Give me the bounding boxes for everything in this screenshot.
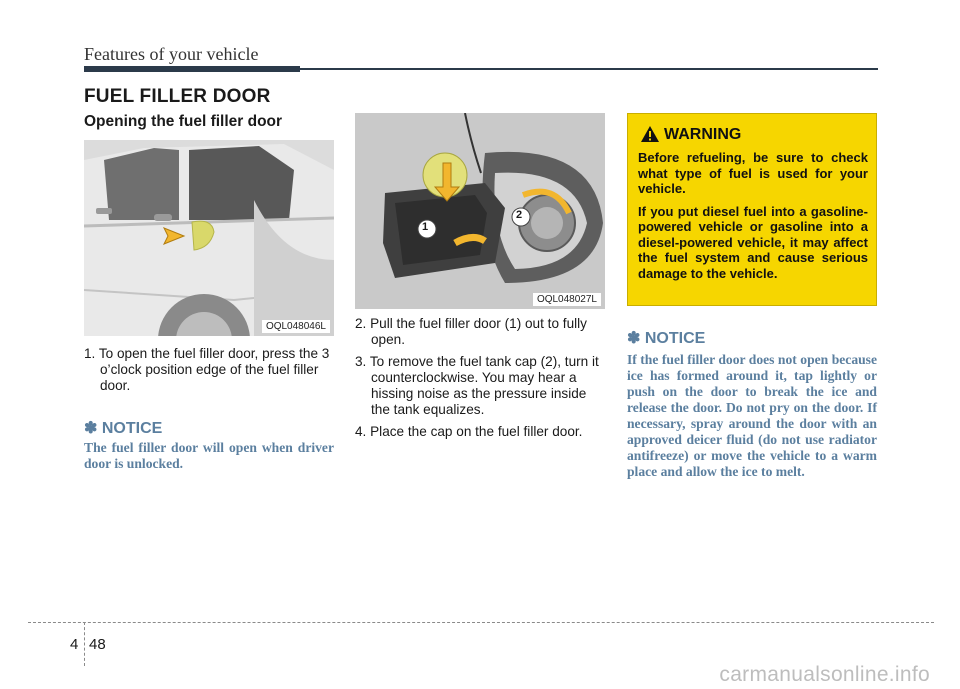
callout-1: 1	[422, 221, 429, 233]
warning-text	[638, 150, 868, 288]
watermark: carmanualsonline.info	[719, 663, 930, 686]
step-item: 4. Place the cap on the fuel filler door.	[355, 424, 583, 439]
middle-steps	[355, 316, 605, 446]
car-side-photo	[84, 140, 334, 336]
warning-paragraph: If you put diesel fuel into a gasoline-powered vehicle or gasoline into a diesel-powered vehicle, it may affect the fuel system and cause serious damage to the vehicle.	[638, 203, 868, 281]
notice-text-right: If the fuel filler door does not open because ice has formed around it, tap lightly or push on the door to break the ice and release the door. Do not pry on the door. If necessary, spray around the door with an approved deicer fluid (do not use radiator antifreeze) or move the vehicle to a warm place and allow the ice to melt.	[627, 352, 877, 479]
notice-symbol: ✽	[627, 330, 641, 347]
left-steps	[84, 346, 334, 400]
notice-title: NOTICE	[644, 330, 706, 347]
notice-text-left: The fuel filler door will open when driver door is unlocked.	[84, 440, 334, 471]
notice-title: NOTICE	[101, 420, 163, 437]
header-rule-thin	[300, 68, 878, 70]
notice-heading-right	[627, 328, 705, 348]
page-header-title: Features of your vehicle	[84, 44, 259, 64]
warning-triangle-icon	[640, 125, 660, 143]
warning-title: WARNING	[664, 126, 742, 143]
step-item: 3. To remove the fuel tank cap (2), turn it counterclockwise. You may hear a hissing noise as the pressure inside the tank equalizes.	[355, 354, 599, 417]
warning-box	[627, 113, 877, 306]
footer-rule	[28, 622, 934, 623]
step-item: 2. Pull the fuel filler door (1) out to fully open.	[355, 316, 587, 347]
section-number: 4	[70, 636, 79, 653]
page-number: 48	[89, 636, 106, 653]
warning-paragraph: Before refueling, be sure to check what type of fuel is used for your vehicle.	[638, 150, 868, 196]
photo-code-label: OQL048027L	[533, 293, 601, 306]
step-item: 1. To open the fuel filler door, press the 3 o’clock position edge of the fuel filler door.	[84, 346, 330, 393]
footer-divider	[84, 622, 85, 666]
header-rule-thick	[84, 66, 300, 72]
photo-code-label: OQL048046L	[262, 320, 330, 333]
notice-symbol: ✽	[84, 420, 98, 437]
fuel-door-photo	[355, 113, 605, 309]
subheading: Opening the fuel filler door	[84, 113, 283, 130]
section-title: FUEL FILLER DOOR	[84, 86, 271, 107]
notice-heading-left	[84, 418, 162, 438]
callout-2: 2	[516, 209, 523, 221]
